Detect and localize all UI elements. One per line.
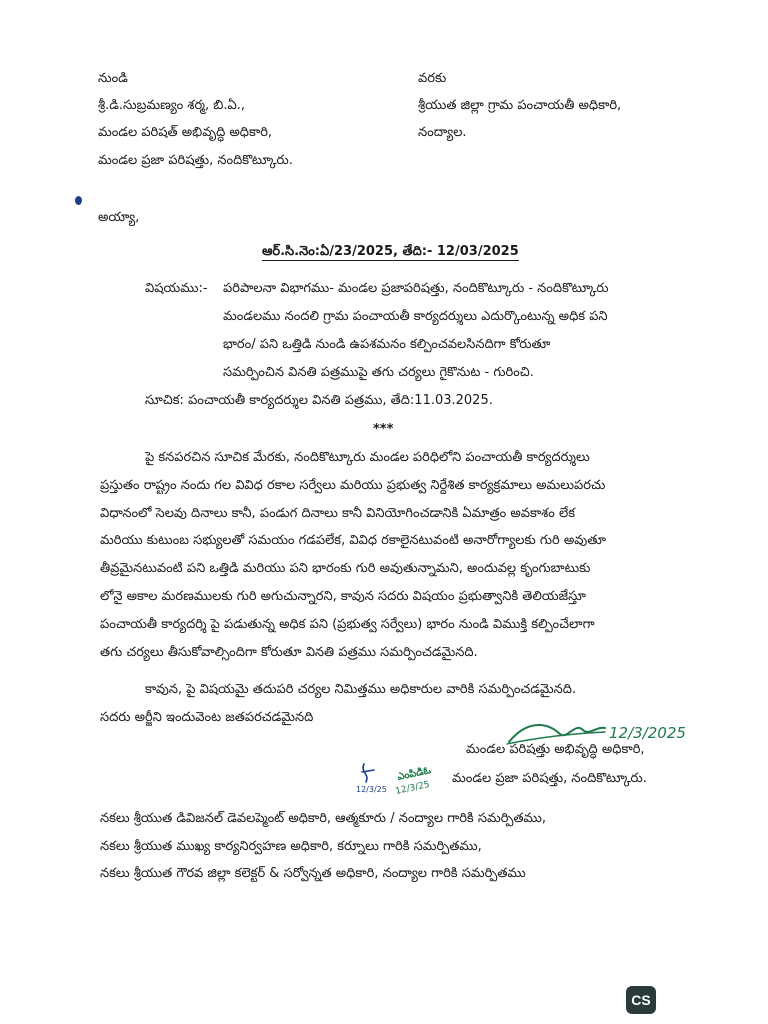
sender-heading: నుండి [98, 71, 128, 86]
recipient-heading: వరకు [418, 71, 447, 86]
stamp-date: 12/3/25 [394, 779, 431, 797]
signatory-designation: మండల పరిషత్తు అభివృద్ధి అధికారి, [466, 742, 645, 757]
copy-line: నకలు శ్రీయుత డివిజనల్ డెవలప్మెంట్ అధికారి, ఆత్మకూరు / నంద్యాల గారికి సమర్పితము, [100, 811, 546, 826]
subject-line: భారం/ పని ఒత్తిడి నుండి ఉపశమనం కల్పించవలసినదిగా కోరుతూ [223, 337, 551, 352]
signature-date: 12/3/2025 [609, 724, 686, 742]
body-line: పై కనపరచిన సూచిక మేరకు, నందికొట్కూరు మండల పరిధిలోని పంచాయతీ కార్యదర్శులు [145, 450, 590, 465]
stamp-text: ఎంపిడిఓ [396, 765, 432, 783]
reference-line [262, 244, 519, 260]
copy-line: నకలు శ్రీయుత గౌరవ జిల్లా కలెక్టర్ & సర్వోన్నత అధికారి, నంద్యాల గారికి సమర్పితము [100, 866, 526, 881]
subject-label: విషయము:- [145, 281, 208, 296]
sender-office: మండల ప్రజా పరిషత్తు, నందికొట్కూరు. [98, 153, 293, 168]
initials-date: 12/3/25 [356, 785, 387, 794]
body-line: ప్రస్తుతం రాష్ట్రం నందు గల వివిధ రకాల సర్వేలు మరియు ప్రభుత్వ నిర్దేశిత కార్యక్రమాలు అమలుపరచు [100, 478, 606, 493]
separator: *** [373, 422, 394, 437]
signatory-office: మండల ప్రజా పరిషత్తు, నందికొట్కూరు. [452, 771, 647, 786]
body-line: లోనై అకాల మరణములకు గురి అగుచున్నారని, కావున సదరు విషయం ప్రభుత్వానికి తెలియజేస్తూ [100, 589, 586, 604]
body-line: తగు చర్యలు తీసుకోవాల్సిందిగా కోరుతూ వినతి పత్రము సమర్పించడమైనది. [100, 645, 478, 660]
initials-stamp-graphic [354, 758, 454, 804]
subject-line: సమర్పించిన వినతి పత్రముపై తగు చర్యలు గైకొనుట - గురించి. [223, 365, 534, 380]
body-line: విధానంలో సెలవు దినాలు కానీ, పండుగ దినాలు కానీ వినియోగించడానికి ఏమాత్రం అవకాశం లేక [100, 506, 576, 521]
recipient-place: నంద్యాల. [418, 125, 467, 140]
body-line: మరియు కుటుంబ సభ్యులతో సమయం గడపలేక, వివిధ రకాలైనటువంటి అనారోగ్యాలకు గురి అవుతూ [100, 533, 607, 548]
closing-line: కావున, పై విషయమై తదుపరి చర్యల నిమిత్తము అధికారుల వారికి సమర్పించడమైనది. [145, 682, 577, 697]
sender-name: శ్రీ.డి.సుబ్రమణ్యం శర్మ, బి.ఏ., [98, 98, 245, 113]
salutation: అయ్యా, [98, 210, 140, 225]
scanner-logo-badge: CS [626, 986, 656, 1014]
recipient-name: శ్రీయుత జిల్లా గ్రామ పంచాయతీ అధికారి, [418, 98, 622, 113]
closing-line: సదరు అర్జీని ఇందువెంట జతపరచడమైనది [100, 710, 314, 725]
body-line: పంచాయతీ కార్యదర్శి పై పడుతున్న అధిక పని (ప్రభుత్వ సర్వేలు) భారం నుండి విముక్తి కల్పించేలాగా [100, 617, 595, 632]
subject-line: పరిపాలనా విభాగము- మండల ప్రజాపరిషత్తు, నందికొట్కూరు - నందికొట్కూరు [223, 281, 609, 296]
body-line: తీవ్రమైనటువంటి పని ఒత్తిడి మరియు పని భారంకు గురి అవుతున్నామని, అందువల్ల కృంగుబాటుకు [100, 561, 591, 576]
copy-line: నకలు శ్రీయుత ముఖ్య కార్యనిర్వహణ అధికారి, కర్నూలు గారికి సమర్పితము, [100, 839, 482, 854]
subject-line: మండలము నందలి గ్రామ పంచాయతీ కార్యదర్శులు ఎదుర్కొంటున్న అధిక పని [223, 309, 608, 324]
reference-number: ఆర్.సి.నెం:ఏ/23/2025, తేది:- 12/03/2025 [262, 244, 519, 259]
sender-designation: మండల పరిషత్ అభివృద్ధి అధికారి, [98, 125, 273, 140]
reference-note: సూచిక: పంచాయతీ కార్యదర్శుల వినతి పత్రము, తేది:11.03.2025. [145, 393, 493, 408]
ink-mark [75, 196, 82, 205]
